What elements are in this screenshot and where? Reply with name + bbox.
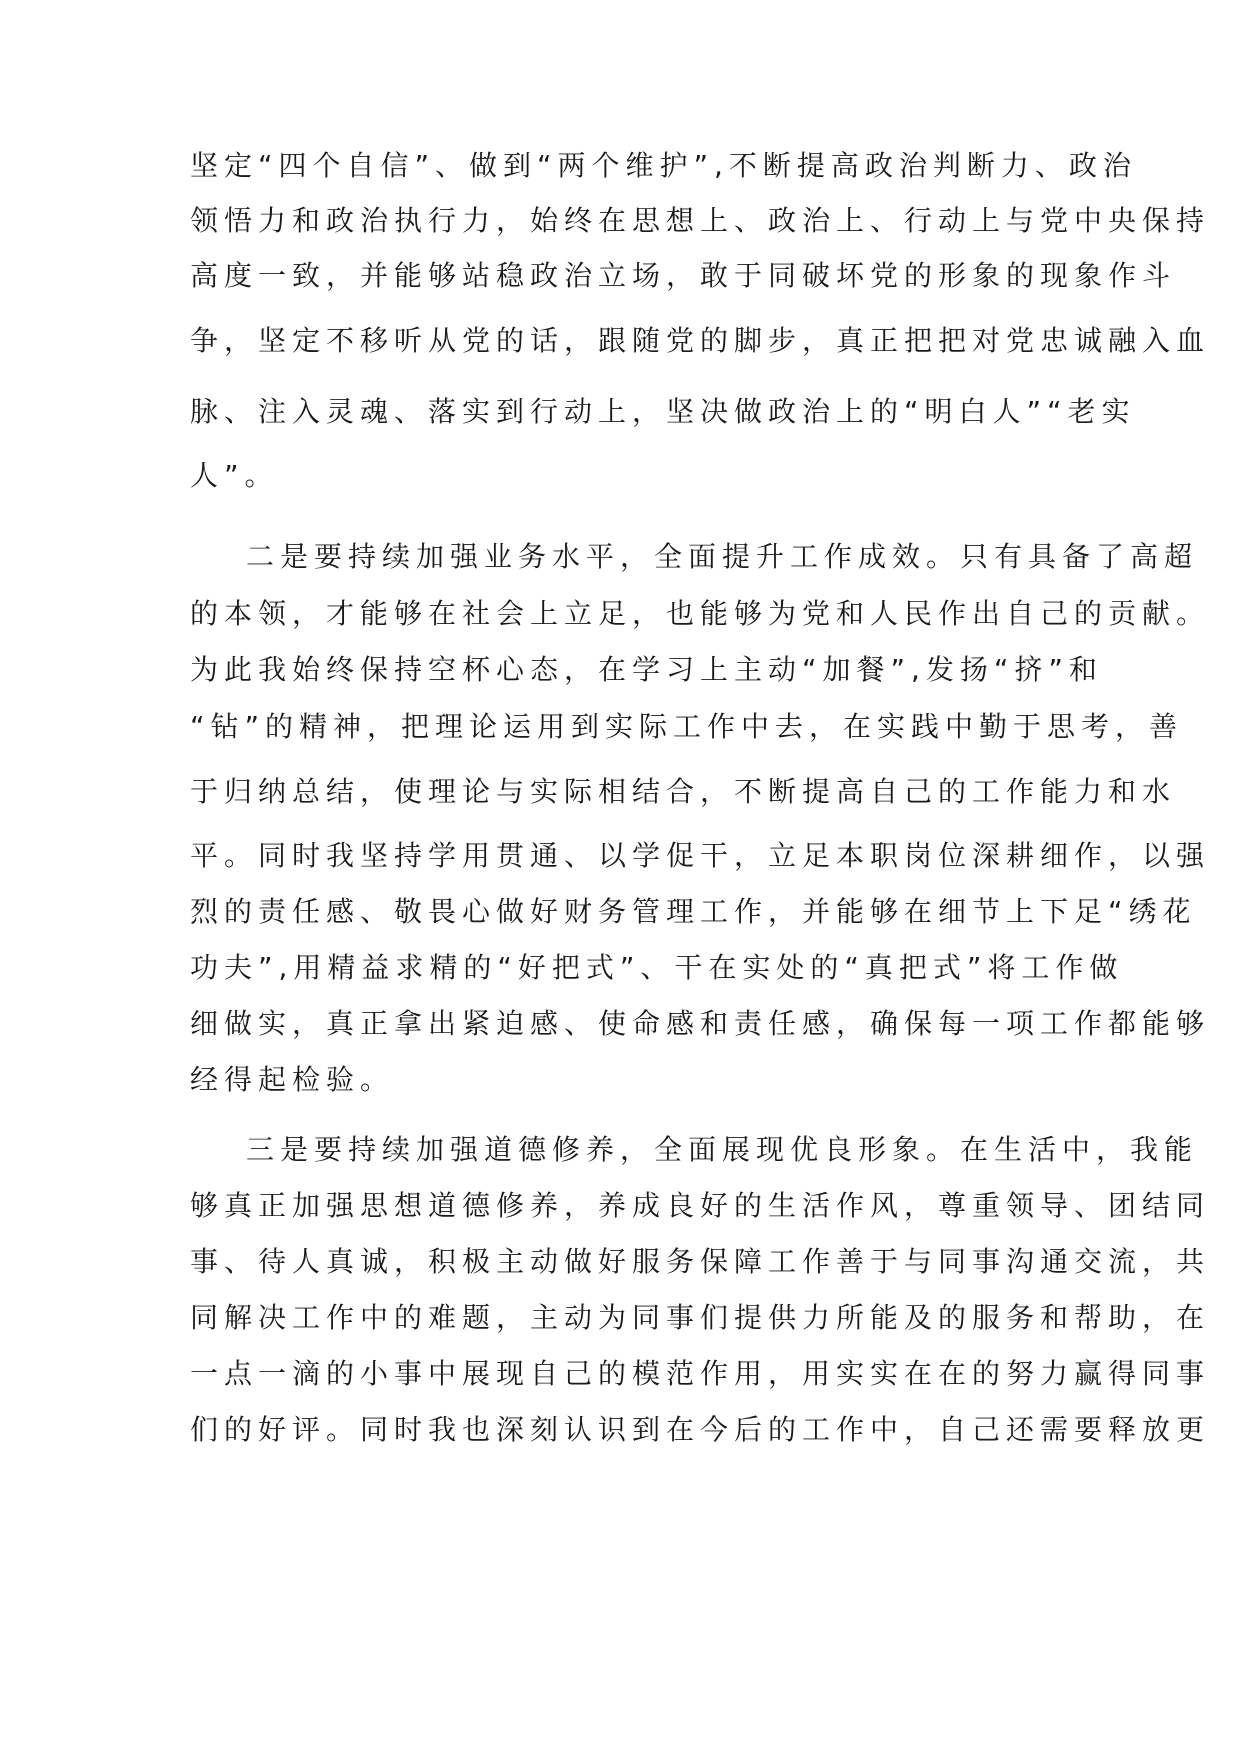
paragraph-3-line-5: 一点一滴的小事中展现自己的模范作用，用实实在在的努力赢得同事 (190, 1357, 1211, 1390)
paragraph-2-line-1: 二是要持续加强业务水平，全面提升工作成效。只有具备了高超 (246, 540, 1199, 573)
paragraph-3-line-1: 三是要持续加强道德修养，全面展现优良形象。在生活中，我能 (246, 1133, 1199, 1166)
paragraph-2-line-6: 平。同时我坚持学用贯通、以学促干，立足本职岗位深耕细作，以强 (190, 839, 1211, 872)
paragraph-1-line-5: 脉、注入灵魂、落实到行动上，坚决做政治上的“明白人”“老实 (190, 395, 1136, 428)
paragraph-1-line-4: 争，坚定不移听从党的话，跟随党的脚步，真正把把对党忠诚融入血 (190, 324, 1211, 357)
paragraph-1-line-6: 人”。 (190, 459, 279, 492)
paragraph-3-line-6: 们的好评。同时我也深刻认识到在今后的工作中，自己还需要释放更 (190, 1413, 1211, 1446)
paragraph-2-line-10: 经得起检验。 (190, 1063, 395, 1096)
paragraph-1-line-2: 领悟力和政治执行力，始终在思想上、政治上、行动上与党中央保持 (190, 204, 1211, 237)
paragraph-3-line-3: 事、待人真诚，积极主动做好服务保障工作善于与同事沟通交流，共 (190, 1245, 1211, 1278)
paragraph-3-line-4: 同解决工作中的难题，主动为同事们提供力所能及的服务和帮助，在 (190, 1301, 1211, 1334)
paragraph-2-line-2: 的本领，才能够在社会上立足，也能够为党和人民作出自己的贡献。 (190, 597, 1211, 630)
paragraph-2-line-3: 为此我始终保持空杯心态，在学习上主动“加餐”,发扬“挤”和 (190, 653, 1103, 686)
paragraph-2-line-5: 于归纳总结，使理论与实际相结合，不断提高自己的工作能力和水 (190, 775, 1177, 808)
paragraph-2-line-8: 功夫”,用精益求精的“好把式”、干在实处的“真把式”将工作做 (190, 951, 1124, 984)
paragraph-2-line-7: 烈的责任感、敬畏心做好财务管理工作，并能够在细节上下足“绣花 (190, 895, 1197, 928)
paragraph-2-line-4: “钻”的精神，把理论运用到实际工作中去，在实践中勤于思考，善 (190, 710, 1184, 743)
paragraph-2-line-9: 细做实，真正拿出紧迫感、使命感和责任感，确保每一项工作都能够 (190, 1007, 1211, 1040)
paragraph-3-line-2: 够真正加强思想道德修养，养成良好的生活作风，尊重领导、团结同 (190, 1189, 1211, 1222)
paragraph-1-line-1: 坚定“四个自信”、做到“两个维护”,不断提高政治判断力、政治 (190, 149, 1137, 182)
paragraph-1-line-3: 高度一致，并能够站稳政治立场，敢于同破坏党的形象的现象作斗 (190, 259, 1177, 292)
